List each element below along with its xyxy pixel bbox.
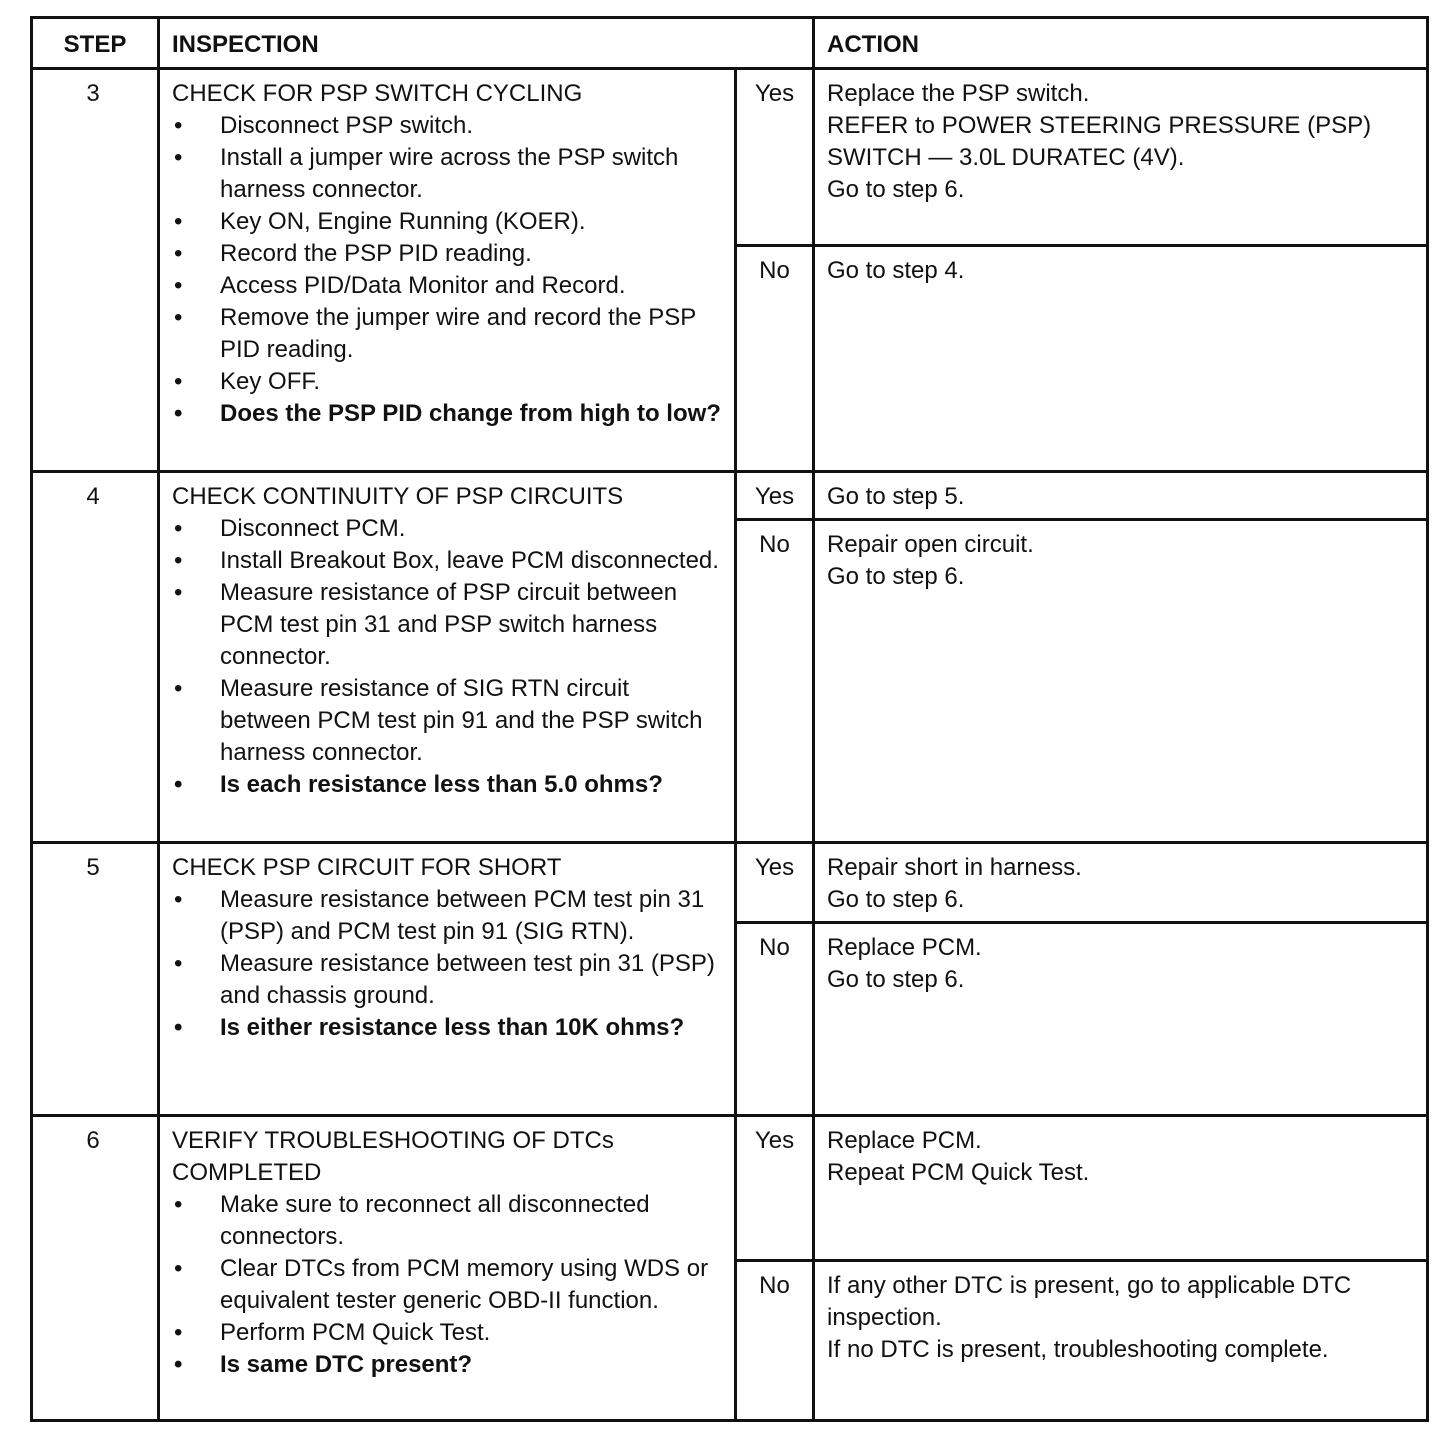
step-number: 6 <box>32 1116 159 1421</box>
inspection-bullet: • Measure resistance between PCM test pin 31 (PSP) and PCM test pin 91 (SIG RTN). <box>172 884 724 948</box>
inspection-bullet: • Measure resistance between test pin 31 (PSP) and chassis ground. <box>172 948 724 1012</box>
inspection-question: • Is either resistance less than 10K ohms? <box>172 1012 724 1044</box>
inspection-bullet: • Measure resistance of PSP circuit between PCM test pin 31 and PSP switch harness connector. <box>172 577 724 673</box>
action-line: Replace the PSP switch. <box>827 80 1090 107</box>
step-number: 3 <box>32 69 159 472</box>
diagnostic-table <box>30 16 1429 1422</box>
inspection-bullet: • Key OFF. <box>172 366 724 398</box>
no-label: No <box>736 923 814 1116</box>
inspection-title: CHECK CONTINUITY OF PSP CIRCUITS <box>172 483 624 510</box>
header-step: STEP <box>32 18 159 69</box>
yes-action-cell <box>814 472 1428 520</box>
inspection-question: • Does the PSP PID change from high to low? <box>172 398 724 430</box>
no-action-cell <box>814 923 1428 1116</box>
action-line: If no DTC is present, troubleshooting complete. <box>827 1336 1329 1363</box>
yes-label: Yes <box>736 69 814 246</box>
step-row-yes <box>32 1116 1428 1261</box>
inspection-cell <box>159 1116 736 1421</box>
action-line: Replace PCM. <box>827 934 982 961</box>
yes-action-cell <box>814 69 1428 246</box>
header-inspection: INSPECTION <box>159 18 814 69</box>
yes-label: Yes <box>736 472 814 520</box>
action-line: Go to step 6. <box>827 176 965 203</box>
inspection-cell <box>159 843 736 1116</box>
step-number: 5 <box>32 843 159 1116</box>
inspection-bullets <box>172 110 724 430</box>
yes-action-cell <box>814 843 1428 923</box>
action-line: If any other DTC is present, go to applicable DTC inspection. <box>827 1272 1352 1331</box>
inspection-bullet: • Record the PSP PID reading. <box>172 238 724 270</box>
no-action-cell <box>814 520 1428 843</box>
inspection-bullet: • Remove the jumper wire and record the PSP PID reading. <box>172 302 724 366</box>
inspection-question: • Is each resistance less than 5.0 ohms? <box>172 769 724 801</box>
inspection-question: • Is same DTC present? <box>172 1349 724 1381</box>
inspection-bullet: • Install Breakout Box, leave PCM disconnected. <box>172 545 724 577</box>
action-line: Go to step 6. <box>827 886 965 913</box>
action-line: Go to step 6. <box>827 563 965 590</box>
inspection-bullets <box>172 884 724 1044</box>
inspection-cell <box>159 69 736 472</box>
inspection-bullet: • Perform PCM Quick Test. <box>172 1317 724 1349</box>
header-action: ACTION <box>814 18 1428 69</box>
action-line: Repeat PCM Quick Test. <box>827 1159 1090 1186</box>
yes-label: Yes <box>736 1116 814 1261</box>
inspection-bullet: • Key ON, Engine Running (KOER). <box>172 206 724 238</box>
inspection-bullet: • Disconnect PSP switch. <box>172 110 724 142</box>
inspection-bullet: • Make sure to reconnect all disconnected connectors. <box>172 1189 724 1253</box>
step-row-yes <box>32 472 1428 520</box>
action-line: REFER to POWER STEERING PRESSURE (PSP) SWITCH — 3.0L DURATEC (4V). <box>827 112 1372 171</box>
no-label: No <box>736 520 814 843</box>
no-label: No <box>736 1261 814 1421</box>
action-line: Go to step 4. <box>827 257 965 284</box>
step-row-yes <box>32 843 1428 923</box>
inspection-bullet: • Install a jumper wire across the PSP switch harness connector. <box>172 142 724 206</box>
action-line: Replace PCM. <box>827 1127 982 1154</box>
inspection-bullet: • Measure resistance of SIG RTN circuit between PCM test pin 91 and the PSP switch harness connector. <box>172 673 724 769</box>
no-label: No <box>736 246 814 472</box>
step-row-yes <box>32 69 1428 246</box>
inspection-bullet: • Disconnect PCM. <box>172 513 724 545</box>
inspection-title: CHECK PSP CIRCUIT FOR SHORT <box>172 854 562 881</box>
inspection-bullet: • Clear DTCs from PCM memory using WDS or equivalent tester generic OBD-II function. <box>172 1253 724 1317</box>
yes-label: Yes <box>736 843 814 923</box>
inspection-cell <box>159 472 736 843</box>
action-line: Repair open circuit. <box>827 531 1034 558</box>
action-line: Go to step 5. <box>827 483 965 510</box>
inspection-bullets <box>172 1189 724 1381</box>
header-row <box>32 18 1428 69</box>
action-line: Repair short in harness. <box>827 854 1082 881</box>
inspection-title: CHECK FOR PSP SWITCH CYCLING <box>172 80 583 107</box>
inspection-bullets <box>172 513 724 801</box>
no-action-cell <box>814 1261 1428 1421</box>
yes-action-cell <box>814 1116 1428 1261</box>
action-line: Go to step 6. <box>827 966 965 993</box>
step-number: 4 <box>32 472 159 843</box>
no-action-cell <box>814 246 1428 472</box>
inspection-title: VERIFY TROUBLESHOOTING OF DTCs COMPLETED <box>172 1127 614 1186</box>
inspection-bullet: • Access PID/Data Monitor and Record. <box>172 270 724 302</box>
